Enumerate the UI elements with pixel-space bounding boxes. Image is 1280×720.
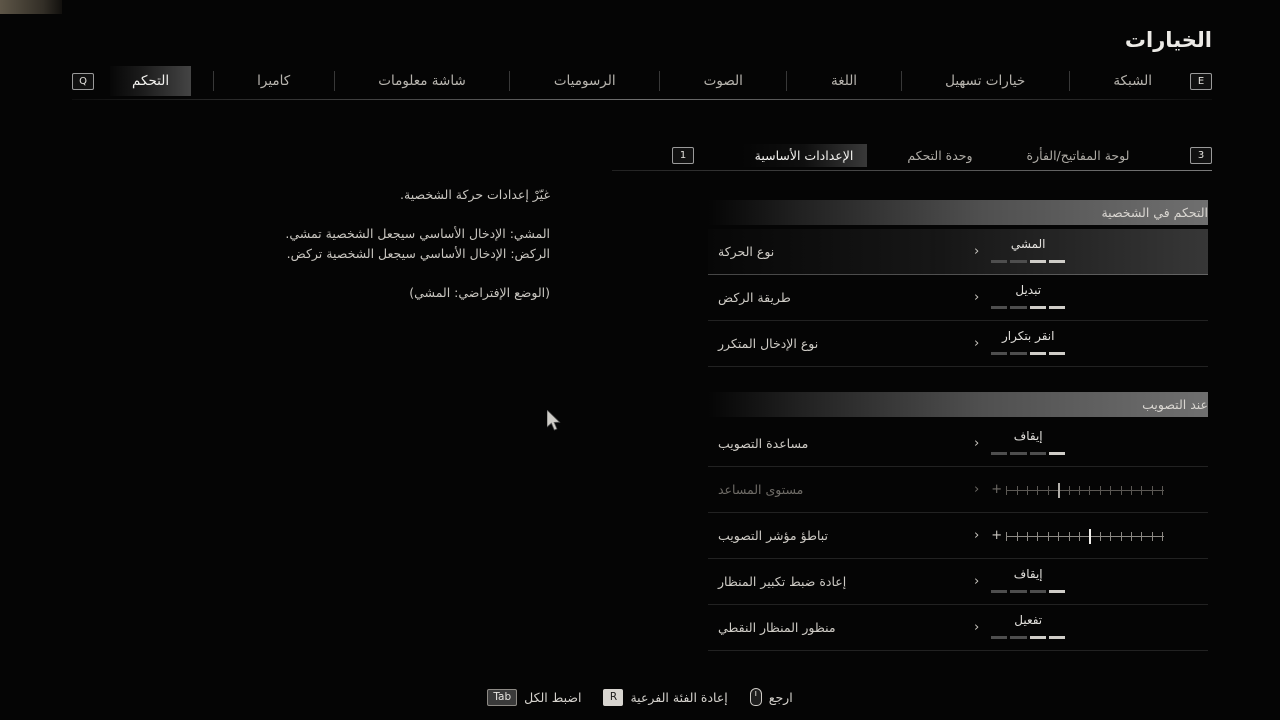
prev-subcategory-key-badge[interactable]: 1 — [672, 147, 694, 164]
setting-value: إيقاف — [1013, 566, 1043, 581]
description-line-1: غيّرْ إعدادات حركة الشخصية. — [400, 187, 550, 202]
group-spacer — [708, 367, 1208, 392]
slider-tick — [1089, 486, 1090, 495]
subcategory-tabbar — [672, 142, 1212, 168]
tab-separator — [509, 71, 510, 91]
setting-row[interactable] — [708, 513, 1208, 559]
prev-category-key-badge[interactable]: Q — [72, 73, 94, 90]
setting-value-box[interactable] — [985, 429, 1071, 459]
category-tabbar — [72, 64, 1212, 98]
chevron-right-icon[interactable]: › — [974, 290, 980, 305]
footer-hint-label: اضبط الكل — [524, 689, 582, 705]
slider-tick — [1027, 532, 1028, 541]
category-tab[interactable]: شاشة معلومات — [378, 73, 466, 89]
category-tab[interactable]: التحكم — [110, 66, 191, 96]
footer-hintbar — [0, 684, 1280, 710]
slider-tick — [1162, 486, 1163, 495]
chevron-right-icon[interactable]: › — [974, 482, 980, 497]
setting-value: تبديل — [1015, 282, 1042, 297]
settings-group-title: التحكم في الشخصية — [1101, 205, 1208, 220]
setting-value-ticks — [991, 260, 1065, 263]
slider-tick — [1121, 532, 1122, 541]
slider-tick — [1058, 532, 1059, 541]
slider-tick — [1048, 486, 1049, 495]
setting-row[interactable] — [708, 421, 1208, 467]
setting-label: نوع الحركة — [718, 244, 775, 259]
setting-value: المشي — [1010, 236, 1046, 251]
slider-tick — [1027, 486, 1028, 495]
slider-tick — [1048, 532, 1049, 541]
next-category-key-badge[interactable]: E — [1190, 73, 1212, 90]
slider-tick — [1100, 486, 1101, 495]
slider-tick — [1110, 486, 1111, 495]
slider-tick — [1037, 486, 1038, 495]
slider-tick — [1131, 532, 1132, 541]
slider-tick — [1110, 532, 1111, 541]
footer-hint-label: ارجع — [768, 689, 793, 705]
slider-tick — [1079, 532, 1080, 541]
chevron-right-icon[interactable]: › — [974, 620, 980, 635]
setting-label: مستوى المساعد — [718, 482, 804, 497]
chevron-right-icon[interactable]: › — [974, 528, 980, 543]
tabbar-divider — [72, 99, 1212, 100]
tab-separator — [1069, 71, 1070, 91]
setting-row[interactable] — [708, 605, 1208, 651]
category-tab[interactable]: كاميرا — [257, 73, 291, 89]
slider-track[interactable] — [1006, 481, 1164, 499]
category-tabs — [94, 66, 1190, 96]
subcategory-tabs — [741, 144, 1144, 167]
setting-value-box[interactable] — [985, 283, 1071, 313]
key-badge[interactable]: Tab — [487, 689, 517, 706]
subcategory-tab[interactable]: الإعدادات الأساسية — [741, 144, 868, 167]
slider-tick — [1006, 486, 1007, 495]
mouse-icon — [750, 688, 762, 706]
slider-tick — [1006, 532, 1007, 541]
plus-icon[interactable]: + — [991, 482, 1003, 497]
tab-separator — [213, 71, 214, 91]
slider-tick — [1069, 486, 1070, 495]
slider-tick — [1152, 532, 1153, 541]
page-title: الخيارات — [1124, 28, 1212, 52]
slider-tick — [1121, 486, 1122, 495]
category-tab[interactable]: اللغة — [830, 73, 858, 89]
subcategory-tab[interactable]: وحدة التحكم — [907, 147, 973, 163]
setting-value: إيقاف — [1013, 428, 1043, 443]
tab-separator — [334, 71, 335, 91]
slider-track[interactable] — [1006, 527, 1164, 545]
category-tab[interactable]: خيارات تسهيل — [945, 73, 1026, 89]
category-tab[interactable]: الصوت — [703, 73, 743, 89]
slider-tick — [1017, 486, 1018, 495]
setting-control[interactable] — [968, 613, 1208, 643]
setting-label: مساعدة التصويب — [718, 436, 809, 451]
key-badge[interactable]: R — [603, 689, 623, 706]
slider-tick — [1141, 486, 1142, 495]
setting-label: إعادة ضبط تكبير المنظار — [718, 574, 847, 589]
setting-value-ticks — [991, 352, 1065, 355]
category-tab[interactable]: الشبكة — [1113, 73, 1152, 89]
slider-tick — [1037, 532, 1038, 541]
chevron-right-icon[interactable]: › — [974, 574, 980, 589]
tab-separator — [786, 71, 787, 91]
slider-thumb[interactable] — [1089, 529, 1091, 544]
setting-row[interactable] — [708, 559, 1208, 605]
setting-description — [120, 185, 550, 322]
setting-value-box[interactable] — [985, 329, 1071, 359]
footer-hint[interactable] — [750, 688, 793, 706]
setting-control[interactable] — [968, 237, 1208, 267]
setting-value-box[interactable] — [985, 237, 1071, 267]
setting-value-box[interactable] — [985, 613, 1071, 643]
decorative-top-sliver — [0, 0, 62, 14]
description-line-3: الركض: الإدخال الأساسي سيجعل الشخصية تركض. — [286, 246, 550, 261]
description-line-2: المشي: الإدخال الأساسي سيجعل الشخصية تمشي. — [285, 226, 550, 241]
setting-value-ticks — [991, 636, 1065, 639]
chevron-right-icon[interactable]: › — [974, 244, 980, 259]
settings-list — [708, 200, 1208, 651]
subtabbar-divider — [612, 170, 1212, 171]
setting-control[interactable] — [968, 429, 1208, 459]
setting-value-ticks — [991, 452, 1065, 455]
slider-tick — [1017, 532, 1018, 541]
setting-control[interactable] — [968, 567, 1208, 597]
slider-tick — [1152, 486, 1153, 495]
setting-value-ticks — [991, 590, 1065, 593]
slider-tick — [1100, 532, 1101, 541]
description-line-4: (الوضع الإفتراضي: المشي) — [409, 285, 550, 300]
setting-control[interactable] — [968, 481, 1208, 499]
slider-tick — [1141, 532, 1142, 541]
slider-tick — [1131, 486, 1132, 495]
setting-slider[interactable] — [968, 527, 1206, 545]
setting-row[interactable] — [708, 275, 1208, 321]
slider-tick — [1162, 532, 1163, 541]
tab-separator — [659, 71, 660, 91]
slider-tick — [1069, 532, 1070, 541]
setting-control[interactable] — [968, 527, 1208, 545]
setting-value-ticks — [991, 306, 1065, 309]
setting-value: تفعيل — [1014, 612, 1043, 627]
setting-label: تباطؤ مؤشر التصويب — [718, 528, 829, 543]
footer-hint-label: إعادة الفئة الفرعية — [630, 689, 728, 705]
slider-tick — [1079, 486, 1080, 495]
footer-hint[interactable] — [487, 689, 581, 706]
setting-control[interactable] — [968, 329, 1208, 359]
setting-control[interactable] — [968, 283, 1208, 313]
chevron-right-icon[interactable]: › — [974, 436, 980, 451]
settings-group-header — [708, 392, 1208, 417]
settings-group-header — [708, 200, 1208, 225]
category-tab[interactable]: الرسوميات — [553, 73, 616, 89]
footer-hint[interactable] — [603, 689, 727, 706]
tab-separator — [901, 71, 902, 91]
plus-icon[interactable]: + — [991, 528, 1003, 543]
setting-value: انقر بتكرار — [1001, 328, 1055, 343]
setting-row[interactable] — [708, 321, 1208, 367]
setting-row[interactable] — [708, 229, 1208, 275]
slider-thumb[interactable] — [1058, 483, 1060, 498]
setting-label: نوع الإدخال المتكرر — [718, 336, 819, 351]
settings-group-title: عند التصويب — [1142, 397, 1208, 412]
next-subcategory-key-badge[interactable]: 3 — [1190, 147, 1212, 164]
setting-label: منظور المنظار النقطي — [718, 620, 836, 635]
chevron-right-icon[interactable]: › — [974, 336, 980, 351]
subcategory-tab[interactable]: لوحة المفاتيح/الفأرة — [1026, 147, 1130, 163]
setting-label: طريقة الركض — [718, 290, 791, 305]
setting-row[interactable] — [708, 467, 1208, 513]
setting-value-box[interactable] — [985, 567, 1071, 597]
setting-slider[interactable] — [968, 481, 1206, 499]
